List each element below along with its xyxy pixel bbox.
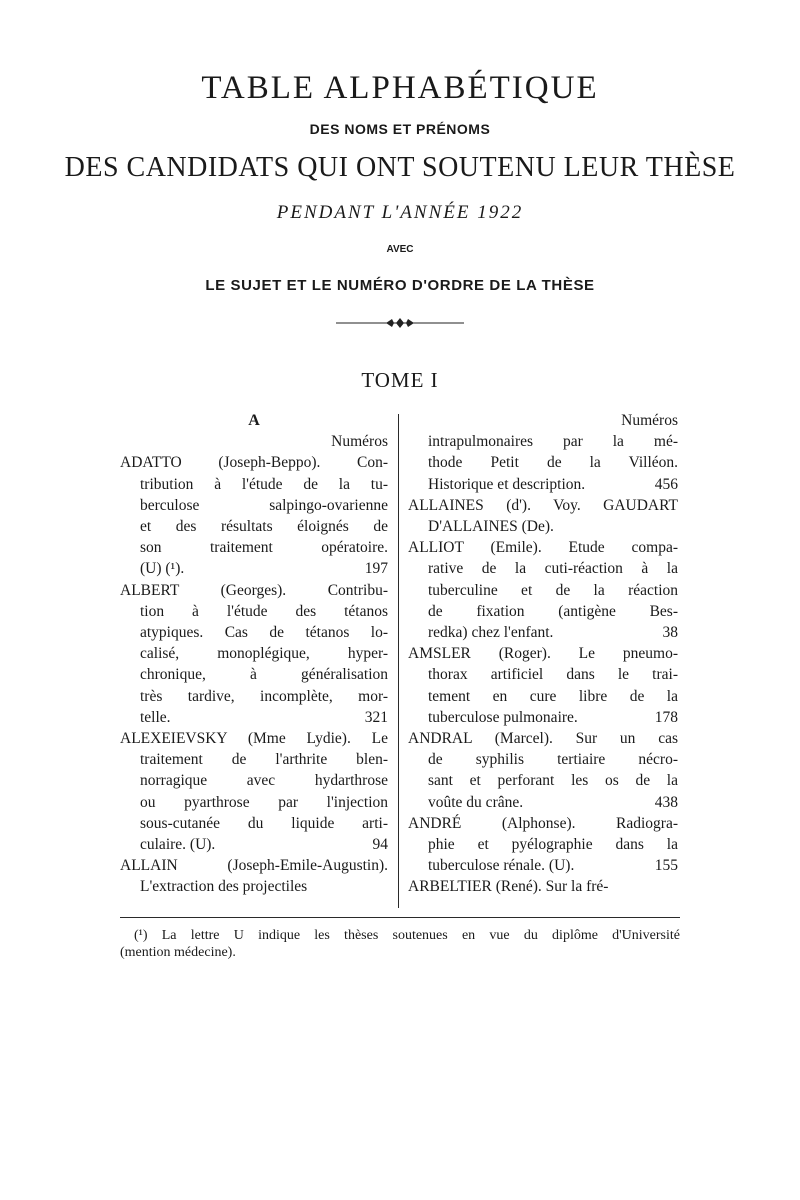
entry-text: calisé, monoplégique, hyper-	[140, 645, 388, 663]
entry-line	[120, 474, 388, 495]
entry-line	[408, 537, 678, 558]
entry-text: D'ALLAINES (De).	[428, 518, 554, 536]
thesis-number: 321	[364, 708, 388, 726]
entry-line	[408, 431, 678, 452]
entry-line	[120, 770, 388, 791]
subtitle-year: PENDANT L'ANNÉE 1922	[276, 202, 524, 223]
entry-text: (U) (¹).	[140, 560, 185, 578]
right-entries	[408, 431, 678, 897]
entry-text: tuberculose pulmonaire.	[428, 708, 578, 726]
entry-text: sant et perforant les os de la	[428, 772, 678, 790]
column-divider	[398, 414, 399, 908]
tome-heading: TOME I	[361, 368, 439, 392]
entry-text: de syphilis tertiaire nécro-	[428, 751, 678, 769]
thesis-number: 438	[654, 793, 678, 811]
entry-line	[120, 516, 388, 537]
subtitle-names: DES NOMS ET PRÉNOMS	[309, 121, 491, 137]
entry-line	[120, 452, 388, 473]
entry-text: AMSLER (Roger). Le pneumo-	[408, 645, 678, 663]
entry-text: intrapulmonaires par la mé-	[428, 433, 678, 451]
entry-line	[120, 664, 388, 685]
entry-text: sous-cutanée du liquide arti-	[140, 814, 388, 832]
entry-line	[120, 495, 388, 516]
entry-line	[408, 601, 678, 622]
entry-text: ANDRAL (Marcel). Sur un cas	[408, 730, 678, 748]
entry-text: tion à l'étude des tétanos	[140, 602, 388, 620]
entry-text: tuberculine et de la réaction	[428, 581, 678, 599]
entry-line	[120, 749, 388, 770]
entry-line	[408, 876, 678, 897]
entry-line	[408, 452, 678, 473]
entry-line	[408, 622, 678, 643]
entry-text: ADATTO (Joseph-Beppo). Con-	[120, 454, 388, 472]
entry-text: ALLIOT (Emile). Etude compa-	[408, 539, 678, 557]
entry-line	[408, 664, 678, 685]
thesis-number: 94	[372, 836, 388, 854]
entry-line	[408, 495, 678, 516]
entry-line	[120, 686, 388, 707]
entry-text: ALEXEIEVSKY (Mme Lydie). Le	[120, 730, 388, 748]
entry-line	[408, 707, 678, 728]
entry-line	[120, 728, 388, 749]
entry-text: tribution à l'étude de la tu-	[140, 475, 388, 493]
entry-line	[408, 813, 678, 834]
footnote-line: (mention médecine).	[120, 945, 236, 960]
entry-line	[408, 558, 678, 579]
entry-text: atypiques. Cas de tétanos lo-	[140, 624, 388, 642]
entry-text: ANDRÉ (Alphonse). Radiogra-	[408, 814, 678, 832]
thesis-number: 178	[654, 708, 678, 726]
page-title: TABLE ALPHABÉTIQUE	[201, 70, 599, 106]
footnote-line: (¹) La lettre U indique les thèses soutenues en vue du diplôme d'Université	[134, 928, 680, 943]
entry-line	[120, 601, 388, 622]
entry-line	[120, 813, 388, 834]
ornament-divider	[336, 317, 464, 329]
entry-line	[120, 622, 388, 643]
entry-line	[408, 834, 678, 855]
subtitle-candidates: DES CANDIDATS QUI ONT SOUTENU LEUR THÈSE	[64, 152, 736, 183]
entry-line	[408, 580, 678, 601]
footnote	[120, 927, 680, 961]
entry-text: voûte du crâne.	[428, 793, 524, 811]
entry-text: thorax artificiel dans le trai-	[428, 666, 678, 684]
entry-line	[408, 770, 678, 791]
entry-text: thode Petit de la Villéon.	[428, 454, 678, 472]
entry-text: redka) chez l'enfant.	[428, 624, 554, 642]
entry-text: chronique, à généralisation	[140, 666, 388, 684]
entry-text: Historique et description.	[428, 475, 586, 493]
entry-text: de fixation (antigène Bes-	[428, 602, 678, 620]
entry-text: ALLAIN (Joseph-Emile-Augustin).	[120, 857, 388, 875]
entry-line	[408, 516, 678, 537]
left-column	[120, 410, 388, 898]
entry-text: ALBERT (Georges). Contribu-	[120, 581, 388, 599]
entry-text: telle.	[140, 708, 171, 726]
entry-line	[120, 855, 388, 876]
entry-text: traitement de l'arthrite blen-	[140, 751, 388, 769]
numeros-header-left: Numéros	[331, 433, 388, 451]
entry-text: tuberculose rénale. (U).	[428, 857, 575, 875]
entry-line	[120, 643, 388, 664]
entry-text: norragique avec hydarthrose	[140, 772, 388, 790]
entry-line	[408, 474, 678, 495]
entry-line	[120, 834, 388, 855]
thesis-number: 155	[654, 857, 678, 875]
entry-text: très tardive, incomplète, mor-	[140, 687, 388, 705]
entry-line	[120, 558, 388, 579]
numeros-header-right: Numéros	[621, 412, 678, 429]
entry-line	[120, 792, 388, 813]
subtitle-subject: LE SUJET ET LE NUMÉRO D'ORDRE DE LA THÈSE	[205, 277, 595, 294]
entry-line	[408, 855, 678, 876]
entry-text: ARBELTIER (René). Sur la fré-	[408, 878, 609, 896]
left-entries	[120, 452, 388, 897]
entry-line	[408, 686, 678, 707]
entry-text: berculose salpingo-ovarienne	[140, 496, 388, 514]
entry-line	[120, 707, 388, 728]
subtitle-avec: AVEC	[386, 244, 414, 255]
entry-line	[120, 580, 388, 601]
right-column	[408, 410, 678, 898]
entry-line	[120, 537, 388, 558]
thesis-number: 456	[654, 475, 678, 493]
entry-line	[408, 643, 678, 664]
entry-line	[120, 876, 388, 897]
entry-line	[408, 749, 678, 770]
entry-text: ou pyarthrose par l'injection	[140, 793, 388, 811]
entry-text: son traitement opératoire.	[140, 539, 388, 557]
entry-text: culaire. (U).	[140, 836, 216, 854]
thesis-number: 38	[662, 624, 678, 642]
section-letter: A	[248, 412, 260, 429]
entry-text: phie et pyélographie dans la	[428, 836, 678, 854]
entry-text: rative de la cuti-réaction à la	[428, 560, 678, 578]
entry-text: tement en cure libre de la	[428, 687, 678, 705]
entry-text: et des résultats éloignés de	[140, 518, 388, 536]
entry-line	[408, 728, 678, 749]
footnote-rule	[120, 917, 680, 918]
entry-text: L'extraction des projectiles	[140, 878, 308, 896]
thesis-number: 197	[364, 560, 388, 578]
entry-text: ALLAINES (d'). Voy. GAUDART	[408, 496, 678, 514]
entry-line	[408, 792, 678, 813]
